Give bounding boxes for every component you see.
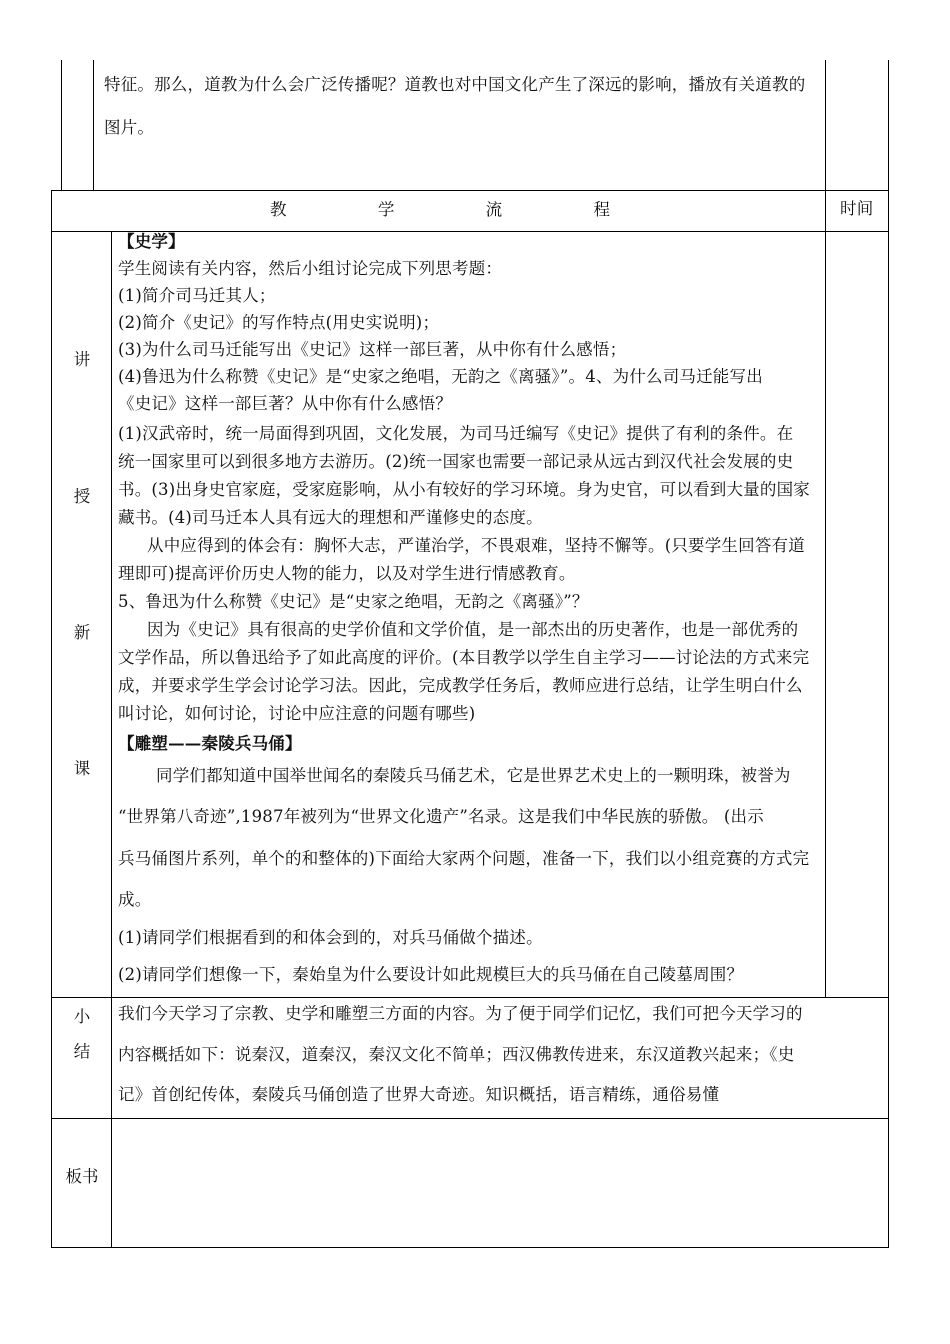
table-border [825, 60, 826, 232]
history-line: 文学作品，所以鲁迅给予了如此高度的评价。(本目教学以学生自主学习——讨论法的方式来完 [118, 648, 810, 667]
table-border [51, 1247, 889, 1248]
summary-line: 我们今天学习了宗教、史学和雕塑三方面的内容。为了便于同学们记忆，我们可把今天学习的 [118, 1004, 803, 1023]
table-border [111, 231, 112, 1248]
summary-line: 内容概括如下：说秦汉，道秦汉，秦汉文化不简单；西汉佛教传进来，东汉道教兴起来；《史 [118, 1045, 795, 1064]
table-border [51, 190, 889, 191]
history-line: 5、鲁迅为什么称赞《史记》是“史家之绝唱，无韵之《离骚》”？ [118, 592, 589, 611]
history-line: 从中应得到的体会有：胸怀大志，严谨治学，不畏艰难，坚持不懈等。(只要学生回答有道 [147, 536, 805, 555]
side-label-lecture-1: 讲 [73, 350, 91, 369]
sculpture-line: (2)请同学们想像一下，秦始皇为什么要设计如此规模巨大的兵马俑在自己陵墓周围？ [118, 965, 744, 984]
table-border [51, 1118, 889, 1119]
section-history-title: 【史学】 [118, 232, 185, 251]
header-char: 流 [485, 200, 503, 219]
side-label-summary-1: 小 [73, 1007, 91, 1026]
history-line: 学生阅读有关内容，然后小组讨论完成下列思考题： [118, 259, 503, 278]
table-border [825, 232, 826, 997]
history-line: 叫讨论，如何讨论，讨论中应注意的问题有哪些) [118, 704, 476, 723]
history-line: 藏书。(4)司马迁本人具有远大的理想和严谨修史的态度。 [118, 508, 543, 527]
intro-line-2: 图片。 [104, 118, 155, 137]
history-line: (3)为什么司马迁能写出《史记》这样一部巨著，从中你有什么感悟； [118, 340, 627, 359]
side-label-summary-2: 结 [73, 1042, 91, 1061]
side-label-lecture-2: 授 [73, 487, 91, 506]
history-line: 统一国家里可以到很多地方去游历。(2)统一国家也需要一部记录从远古到汉代社会发展的史 [118, 452, 794, 471]
side-label-board: 板书 [65, 1167, 99, 1186]
history-line: 《史记》这样一部巨著？从中你有什么感悟？ [118, 394, 452, 413]
sculpture-line: 同学们都知道中国举世闻名的秦陵兵马俑艺术，它是世界艺术史上的一颗明珠，被誉为 [156, 766, 791, 785]
history-line: 书。(3)出身史官家庭，受家庭影响，从小有较好的学习环境。身为史官，可以看到大量的国家 [118, 480, 810, 499]
header-char: 学 [377, 200, 395, 219]
history-line: 因为《史记》具有很高的史学价值和文学价值，是一部杰出的历史著作，也是一部优秀的 [147, 620, 799, 639]
sculpture-line: (1)请同学们根据看到的和体会到的，对兵马俑做个描述。 [118, 928, 543, 947]
history-line: (2)简介《史记》的写作特点(用史实说明)； [118, 313, 440, 332]
side-label-lecture-4: 课 [73, 759, 91, 778]
sculpture-line: 兵马俑图片系列，单个的和整体的)下面给大家两个问题，准备一下，我们以小组竞赛的方式完 [118, 849, 810, 868]
history-line: (4)鲁迅为什么称赞《史记》是“史家之绝唱，无韵之《离骚》”。4、为什么司马迁能写出 [118, 367, 763, 386]
header-char: 教 [270, 200, 287, 219]
table-border [93, 60, 94, 190]
time-column-header: 时间 [840, 199, 874, 218]
history-line: (1)汉武帝时，统一局面得到巩固，文化发展，为司马迁编写《史记》提供了有利的条件。在 [118, 424, 794, 443]
header-char: 程 [593, 200, 610, 219]
table-border [888, 60, 889, 1248]
table-border [61, 60, 62, 190]
teaching-flow-header [270, 196, 610, 220]
section-sculpture-title: 【雕塑——秦陵兵马俑】 [118, 734, 302, 753]
history-line: (1)简介司马迁其人； [118, 286, 276, 305]
sculpture-line: “世界第八奇迹”,1987年被列为“世界文化遗产”名录。这是我们中华民族的骄傲。 (出示 [118, 807, 764, 826]
table-border [51, 997, 889, 998]
sculpture-line: 成。 [118, 890, 152, 909]
history-line: 成，并要求学生学会讨论学习法。因此，完成教学任务后，教师应进行总结，让学生明白什么 [118, 676, 803, 695]
intro-line-1: 特征。那么，道教为什么会广泛传播呢？道教也对中国文化产生了深远的影响，播放有关道教的 [104, 75, 806, 94]
side-label-lecture-3: 新 [73, 623, 91, 642]
history-line: 理即可)提高评价历史人物的能力，以及对学生进行情感教育。 [118, 564, 576, 583]
summary-line: 记》首创纪传体，秦陵兵马俑创造了世界大奇迹。知识概括，语言精练，通俗易懂 [118, 1085, 720, 1104]
